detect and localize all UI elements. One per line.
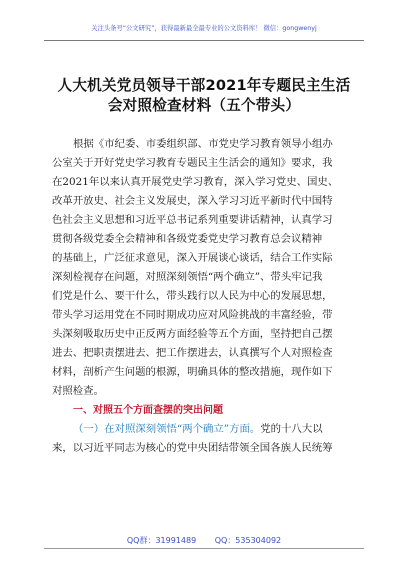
paragraph-line: 色社会主义思想和习近平总书记系列重要讲话精神，认真学习 [52, 214, 333, 226]
paragraph-line: 进去、把职责摆进去、把工作摆进去，认真撰写个人对照检查 [52, 347, 333, 359]
paragraph-line: 贯彻各级党委全会精神和各级党委党史学习教育总会议精神 [52, 233, 323, 245]
paragraph-line: 公室关于开好党史学习教育专题民主生活会的通知》要求，我 [52, 157, 333, 169]
paragraph-line: 们党是什么、要干什么，带头践行以人民为中心的发展思想， [52, 290, 333, 302]
subsection-label: （一）在对照深刻领悟“两个确立”方面。 [73, 423, 261, 435]
subsection-text: 党的十八大以 [260, 423, 323, 435]
paragraph-line: 头深刻吸取历史中正反两方面经验等五个方面，坚持把自己摆 [52, 328, 333, 340]
section-heading: 一、对照五个方面查摆的突出问题 [73, 405, 223, 416]
paragraph-line: 材料，剖析产生问题的根源，明确具体的整改措施，现作如下 [52, 366, 333, 378]
paragraph-line: 的基础上，广泛征求意见，深入开展谈心谈话，结合工作实际 [52, 252, 333, 264]
paragraph-line: 对照检查。 [52, 385, 104, 397]
title-line-1: 人大机关党员领导干部2021年专题民主生活 [57, 77, 351, 94]
subsection-line [52, 420, 356, 439]
footer-divider [44, 548, 364, 549]
footer-qq-group: QQ群：31991489 [126, 536, 197, 545]
paragraph-line: 深刻检视存在问题，对照深刻领悟“两个确立”、带头牢记我 [52, 271, 323, 283]
paragraph-line: 带头学习运用党在不同时期成功应对风险挑战的丰富经验，带 [52, 309, 333, 321]
document-body [52, 135, 356, 458]
footer-qq: QQ：535304092 [214, 536, 282, 545]
footer-contact [0, 535, 408, 546]
paragraph-line: 改革开放史、社会主义发展史，深入学习习近平新时代中国特 [52, 195, 333, 207]
header-divider [44, 40, 364, 41]
paragraph-line: 来，以习近平同志为核心的党中央团结带领全国各族人民统筹 [52, 442, 333, 454]
header-banner: 关注头条号“公文研究”，获得最新最全最专业的公文资料库！ 微信：gongwenyj [91, 25, 317, 32]
paragraph-line: 在2021年以来认真开展党史学习教育，深入学习党史、国史、 [52, 176, 339, 188]
title-line-2: 会对照检查材料（五个带头） [107, 97, 301, 114]
paragraph-line: 根据《市纪委、市委组织部、市党史学习教育领导小组办 [73, 138, 333, 150]
document-title [40, 76, 368, 116]
